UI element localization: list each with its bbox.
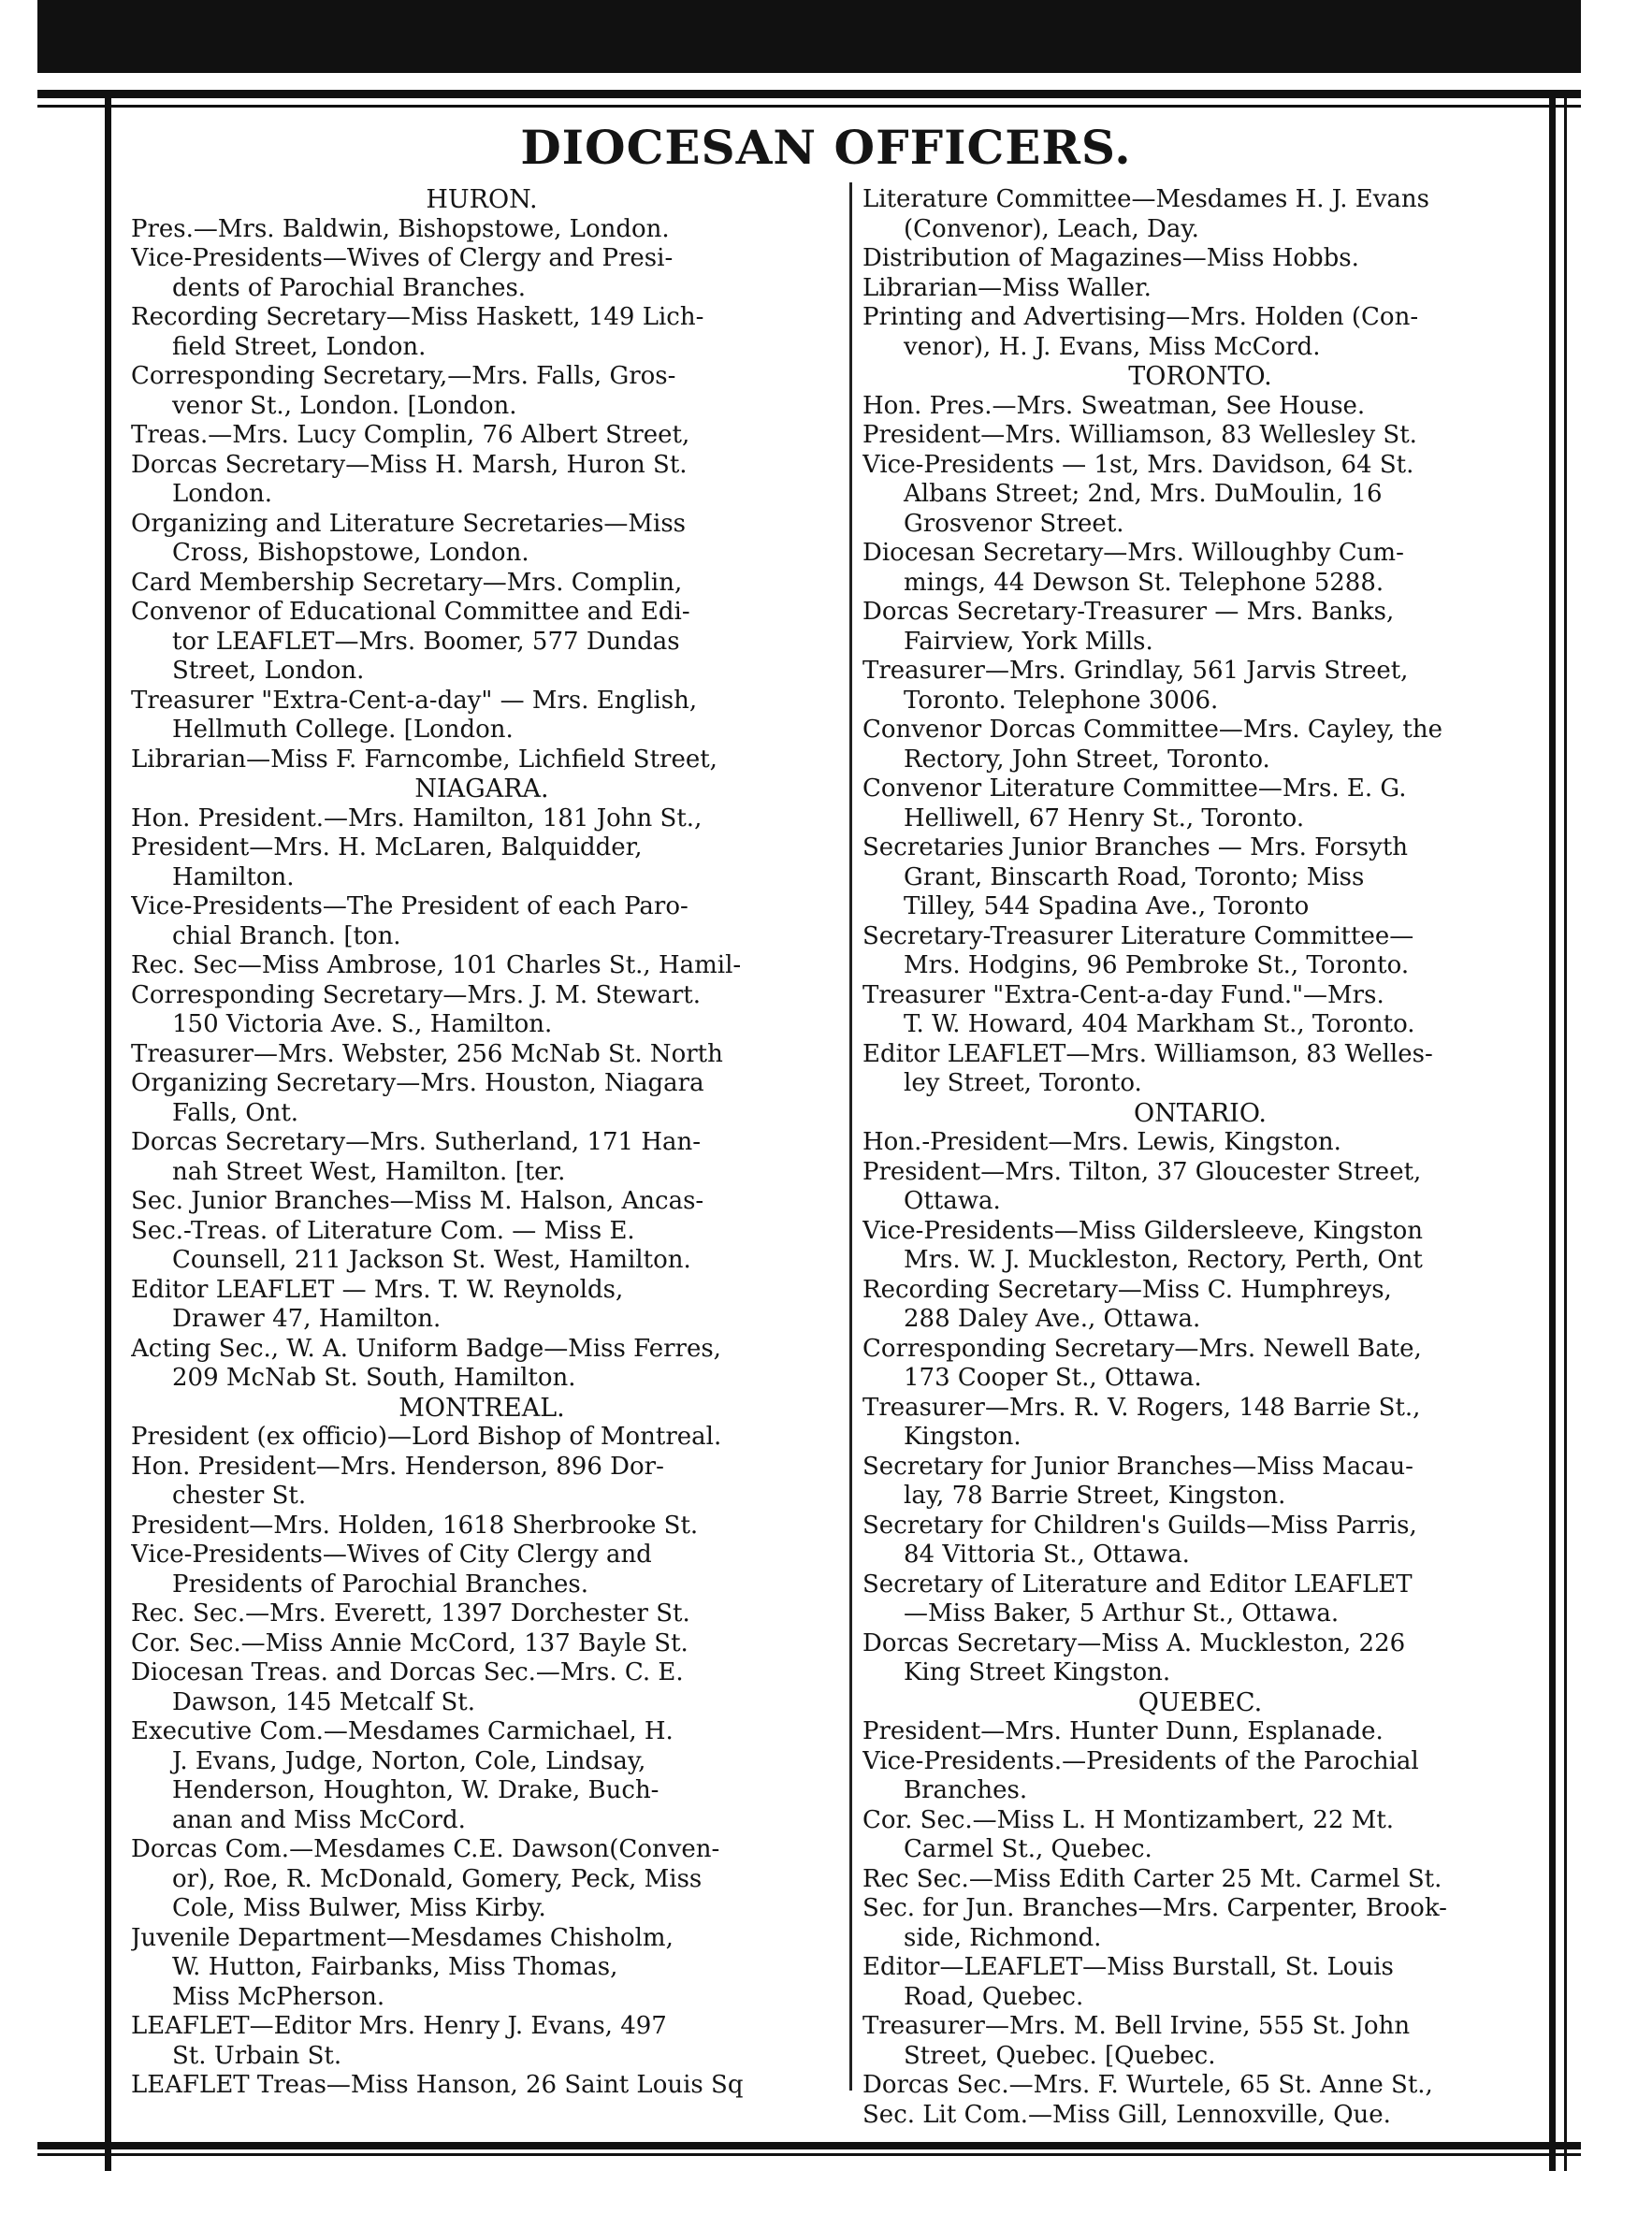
entry-line: Dorcas Secretary—Mrs. Sutherland, 171 Han-	[131, 1128, 702, 1156]
entry-line: Organizing Secretary—Mrs. Houston, Niagara	[131, 1069, 704, 1097]
entry-line: Recording Secretary—Miss C. Humphreys,	[862, 1275, 1392, 1304]
entry-line: Card Membership Secretary—Mrs. Complin,	[131, 568, 683, 597]
entry-continuation: Kingston.	[904, 1423, 1022, 1451]
entry-continuation: Helliwell, 67 Henry St., Toronto.	[904, 803, 1305, 832]
entry-line: President—Mrs. Williamson, 83 Wellesley St.	[862, 421, 1417, 449]
entry-continuation: nah Street West, Hamilton. [ter.	[172, 1157, 566, 1186]
entry-continuation: 209 McNab St. South, Hamilton.	[172, 1364, 576, 1392]
entry-line: Treasurer "Extra-Cent-a-day" — Mrs. English,	[131, 686, 698, 715]
entry-line: President—Mrs. Hunter Dunn, Esplanade.	[862, 1717, 1384, 1745]
entry-continuation: Hellmuth College. [London.	[172, 716, 514, 744]
entry-continuation: lay, 78 Barrie Street, Kingston.	[904, 1482, 1286, 1510]
entry-line: Librarian—Miss Waller.	[862, 273, 1152, 302]
entry-line: Dorcas Secretary-Treasurer — Mrs. Banks,	[862, 598, 1395, 626]
entry-continuation: side, Richmond.	[904, 1923, 1102, 1952]
entry-line: President (ex officio)—Lord Bishop of Montreal.	[131, 1423, 722, 1451]
entry-line: Sec.-Treas. of Literature Com. — Miss E.	[131, 1216, 635, 1245]
entry-continuation: London.	[172, 480, 272, 508]
entry-line: Treasurer—Mrs. R. V. Rogers, 148 Barrie St.,	[862, 1393, 1421, 1422]
entry-continuation: Carmel St., Quebec.	[904, 1835, 1152, 1863]
page-title: DIOCESAN OFFICERS.	[520, 120, 1132, 175]
entry-continuation: Miss McPherson.	[172, 1982, 385, 2011]
entry-continuation: Street, London.	[172, 657, 365, 685]
entry-continuation: Grosvenor Street.	[904, 509, 1124, 538]
entry-line: LEAFLET—Editor Mrs. Henry J. Evans, 497	[131, 2012, 667, 2040]
entry-continuation: Hamilton.	[172, 862, 295, 891]
entry-line: Vice-Presidents—Wives of City Clergy and	[131, 1541, 652, 1569]
entry-line: Vice-Presidents—Wives of Clergy and Presi-	[131, 244, 674, 272]
entry-line: Hon.-President—Mrs. Lewis, Kingston.	[862, 1128, 1341, 1156]
entry-line: President—Mrs. H. McLaren, Balquidder,	[131, 833, 643, 861]
entry-continuation: Henderson, Houghton, W. Drake, Buch-	[172, 1776, 659, 1804]
top-rule-thin	[37, 105, 1581, 108]
entry-continuation: 150 Victoria Ave. S., Hamilton.	[172, 1010, 553, 1038]
entry-continuation: Cross, Bishopstowe, London.	[172, 539, 529, 567]
entry-line: Juvenile Department—Mesdames Chisholm,	[131, 1923, 674, 1952]
entry-line: Rec. Sec.—Mrs. Everett, 1397 Dorchester St.	[131, 1599, 690, 1628]
entry-line: Dorcas Secretary—Miss H. Marsh, Huron St.	[131, 450, 688, 479]
entry-line: Convenor of Educational Committee and Edi-	[131, 598, 690, 626]
entry-continuation: Drawer 47, Hamilton.	[172, 1305, 442, 1333]
entry-continuation: W. Hutton, Fairbanks, Miss Thomas,	[172, 1953, 618, 1981]
entry-line: Vice-Presidents.—Presidents of the Parochial	[862, 1746, 1419, 1775]
entry-line: Editor LEAFLET — Mrs. T. W. Reynolds,	[131, 1275, 624, 1304]
entry-line: Rec. Sec—Miss Ambrose, 101 Charles St., Hamil-	[131, 951, 742, 979]
column-divider	[849, 182, 852, 2091]
entry-continuation: venor), H. J. Evans, Miss McCord.	[904, 332, 1321, 361]
entry-continuation: chial Branch. [ton.	[172, 921, 401, 950]
entry-continuation: 84 Vittoria St., Ottawa.	[904, 1541, 1190, 1569]
entry-line: Corresponding Secretary—Mrs. J. M. Stewart.	[131, 980, 701, 1009]
entry-continuation: Falls, Ont.	[172, 1098, 299, 1127]
bottom-rule-thin	[37, 2153, 1581, 2156]
entry-line: Treasurer—Mrs. Webster, 256 McNab St. North	[131, 1039, 723, 1068]
entry-line: Executive Com.—Mesdames Carmichael, H.	[131, 1717, 674, 1745]
entry-line: LEAFLET Treas—Miss Hanson, 26 Saint Louis Sq	[131, 2071, 744, 2099]
entry-line: Dorcas Secretary—Miss A. Muckleston, 226	[862, 1628, 1406, 1657]
entry-continuation: field Street, London.	[172, 332, 427, 361]
entry-line: Treasurer—Mrs. Grindlay, 561 Jarvis Street,	[862, 657, 1409, 685]
entry-continuation: Ottawa.	[904, 1187, 1001, 1215]
entry-line: Treasurer "Extra-Cent-a-day Fund."—Mrs.	[862, 980, 1384, 1009]
entry-line: Secretary-Treasurer Literature Committee—	[862, 921, 1414, 950]
entry-line: Sec. Junior Branches—Miss M. Halson, Ancas-	[131, 1187, 704, 1215]
right-rule	[1549, 90, 1556, 2171]
entry-line: Hon. Pres.—Mrs. Sweatman, See House.	[862, 391, 1366, 420]
entry-continuation: venor St., London. [London.	[172, 391, 517, 420]
entry-line: Secretary for Children's Guilds—Miss Parris,	[862, 1511, 1417, 1540]
bottom-rule	[37, 2142, 1581, 2149]
section-heading: NIAGARA.	[414, 774, 549, 803]
entry-line: Treas.—Mrs. Lucy Complin, 76 Albert Street,	[131, 421, 690, 449]
entry-continuation: (Convenor), Leach, Day.	[904, 214, 1199, 243]
entry-continuation: dents of Parochial Branches.	[172, 273, 527, 302]
entry-line: Pres.—Mrs. Baldwin, Bishopstowe, London.	[131, 214, 670, 243]
entry-continuation: Presidents of Parochial Branches.	[172, 1570, 589, 1599]
entry-continuation: Fairview, York Mills.	[904, 627, 1153, 656]
entry-line: Cor. Sec.—Miss Annie McCord, 137 Bayle St.	[131, 1628, 688, 1657]
entry-continuation: Albans Street; 2nd, Mrs. DuMoulin, 16	[904, 480, 1383, 508]
top-rule	[37, 90, 1581, 98]
section-heading: TORONTO.	[1128, 362, 1272, 391]
section-heading: QUEBEC.	[1138, 1687, 1263, 1717]
entry-continuation: 173 Cooper St., Ottawa.	[904, 1364, 1202, 1392]
entry-line: Editor LEAFLET—Mrs. Williamson, 83 Welles-	[862, 1039, 1433, 1068]
right-column	[862, 185, 1538, 2130]
entry-line: Librarian—Miss F. Farncombe, Lichfield Street,	[131, 745, 717, 774]
entry-line: President—Mrs. Tilton, 37 Gloucester Street,	[862, 1157, 1422, 1186]
entry-line: Corresponding Secretary—Mrs. Newell Bate,	[862, 1334, 1422, 1363]
entry-line: President—Mrs. Holden, 1618 Sherbrooke St.	[131, 1511, 699, 1540]
entry-continuation: Road, Quebec.	[904, 1982, 1084, 2011]
entry-continuation: mings, 44 Dewson St. Telephone 5288.	[904, 568, 1384, 597]
entry-line: Editor—LEAFLET—Miss Burstall, St. Louis	[862, 1953, 1394, 1981]
section-heading: ONTARIO.	[1134, 1098, 1267, 1128]
entry-continuation: Counsell, 211 Jackson St. West, Hamilton.	[172, 1246, 691, 1274]
entry-line: Convenor Literature Committee—Mrs. E. G.	[862, 774, 1407, 803]
entry-continuation: J. Evans, Judge, Norton, Cole, Lindsay,	[172, 1746, 646, 1775]
entry-continuation: T. W. Howard, 404 Markham St., Toronto.	[904, 1010, 1415, 1038]
entry-continuation: Mrs. W. J. Muckleston, Rectory, Perth, Ont	[904, 1246, 1423, 1274]
entry-line: Vice-Presidents—Miss Gildersleeve, Kingston	[862, 1216, 1424, 1245]
entry-continuation: or), Roe, R. McDonald, Gomery, Peck, Miss	[172, 1864, 703, 1893]
entry-line: Organizing and Literature Secretaries—Miss	[131, 509, 687, 538]
entry-continuation: Branches.	[904, 1776, 1028, 1804]
entry-line: Cor. Sec.—Miss L. H Montizambert, 22 Mt.	[862, 1805, 1395, 1834]
entry-line: Rec Sec.—Miss Edith Carter 25 Mt. Carmel St.	[862, 1864, 1442, 1893]
entry-continuation: —Miss Baker, 5 Arthur St., Ottawa.	[904, 1599, 1340, 1628]
left-column	[131, 185, 833, 2101]
entry-line: Secretary of Literature and Editor LEAFLET	[862, 1570, 1413, 1599]
entry-continuation: Toronto. Telephone 3006.	[904, 686, 1219, 715]
left-rule	[105, 90, 111, 2171]
entry-line: Sec. Lit Com.—Miss Gill, Lennoxville, Que.	[862, 2100, 1391, 2129]
entry-line: Dorcas Sec.—Mrs. F. Wurtele, 65 St. Anne St.,	[862, 2071, 1433, 2099]
entry-continuation: ley Street, Toronto.	[904, 1069, 1142, 1097]
entry-continuation: King Street Kingston.	[904, 1658, 1171, 1686]
entry-line: Recording Secretary—Miss Haskett, 149 Lich-	[131, 303, 704, 331]
entry-line: Literature Committee—Mesdames H. J. Evans	[862, 185, 1429, 213]
entry-line: Vice-Presidents—The President of each Paro-	[131, 892, 688, 920]
entry-continuation: anan and Miss McCord.	[172, 1805, 466, 1834]
entry-line: Diocesan Secretary—Mrs. Willoughby Cum-	[862, 539, 1404, 567]
entry-continuation: Cole, Miss Bulwer, Miss Kirby.	[172, 1894, 546, 1922]
entry-line: Hon. President.—Mrs. Hamilton, 181 John St.,	[131, 803, 703, 832]
entry-continuation: tor LEAFLET—Mrs. Boomer, 577 Dundas	[172, 627, 680, 656]
entry-continuation: Mrs. Hodgins, 96 Pembroke St., Toronto.	[904, 951, 1410, 979]
entry-line: Secretary for Junior Branches—Miss Macau-	[862, 1452, 1413, 1481]
entry-line: Secretaries Junior Branches — Mrs. Forsyth	[862, 833, 1409, 861]
entry-continuation: Tilley, 544 Spadina Ave., Toronto	[904, 892, 1310, 920]
entry-line: Treasurer—Mrs. M. Bell Irvine, 555 St. John	[862, 2012, 1411, 2040]
entry-line: Vice-Presidents — 1st, Mrs. Davidson, 64 St.	[862, 450, 1414, 479]
entry-line: Distribution of Magazines—Miss Hobbs.	[862, 244, 1359, 272]
entry-line: Corresponding Secretary,—Mrs. Falls, Gros-	[131, 362, 676, 390]
entry-continuation: Rectory, John Street, Toronto.	[904, 745, 1270, 774]
section-heading: MONTREAL.	[399, 1393, 565, 1423]
entry-continuation: Grant, Binscarth Road, Toronto; Miss	[904, 862, 1365, 891]
entry-line: Dorcas Com.—Mesdames C.E. Dawson(Conven-	[131, 1835, 720, 1863]
entry-line: Acting Sec., W. A. Uniform Badge—Miss Ferres,	[131, 1334, 721, 1363]
entry-line: Sec. for Jun. Branches—Mrs. Carpenter, Brook-	[862, 1894, 1447, 1922]
entry-continuation: St. Urbain St.	[172, 2041, 342, 2070]
entry-line: Printing and Advertising—Mrs. Holden (Con-	[862, 303, 1419, 331]
top-border-band	[37, 0, 1581, 73]
entry-line: Convenor Dorcas Committee—Mrs. Cayley, the	[862, 716, 1442, 744]
entry-line: Hon. President—Mrs. Henderson, 896 Dor-	[131, 1452, 664, 1481]
section-heading: HURON.	[426, 185, 538, 214]
entry-continuation: Street, Quebec. [Quebec.	[904, 2041, 1216, 2070]
entry-continuation: Dawson, 145 Metcalf St.	[172, 1687, 476, 1716]
entry-continuation: chester St.	[172, 1482, 307, 1510]
right-rule-thin	[1564, 90, 1567, 2171]
entry-line: Diocesan Treas. and Dorcas Sec.—Mrs. C. E.	[131, 1658, 684, 1686]
entry-continuation: 288 Daley Ave., Ottawa.	[904, 1305, 1201, 1333]
